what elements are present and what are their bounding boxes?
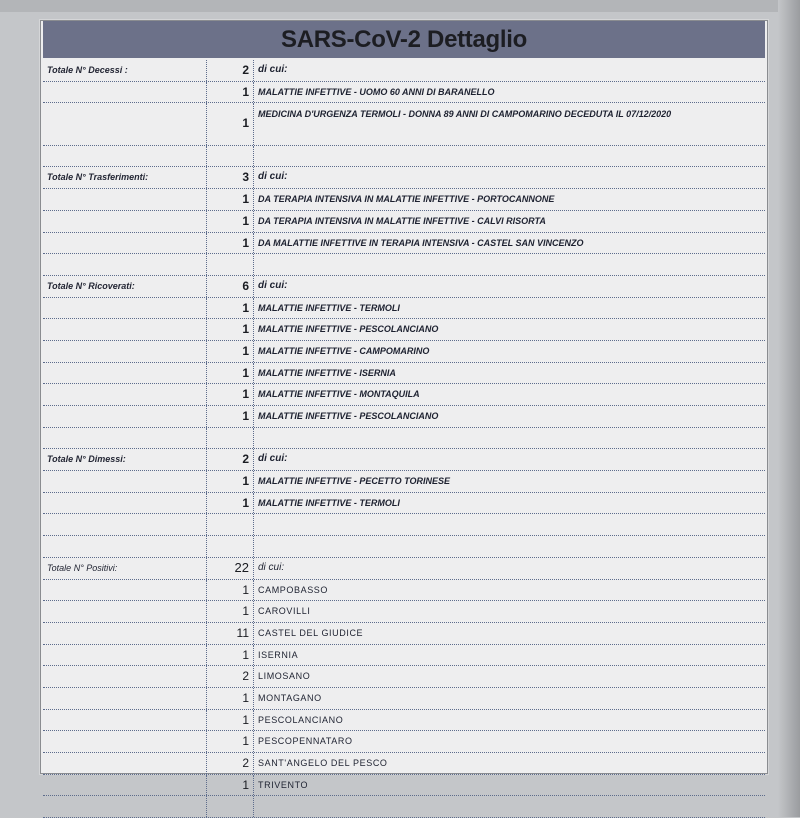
section-label: Totale N° Decessi : — [47, 65, 128, 75]
row-count: 1 — [242, 690, 249, 705]
window-right-edge — [778, 0, 800, 817]
table-row[interactable] — [43, 710, 765, 732]
row-description: ISERNIA — [258, 649, 299, 660]
row-count: 1 — [242, 322, 249, 337]
table-row[interactable] — [43, 298, 765, 320]
row-count: 1 — [242, 712, 249, 727]
table-row[interactable] — [43, 688, 765, 710]
section-header-trasferimenti[interactable] — [43, 167, 765, 189]
dicui-label: di cui: — [258, 171, 288, 183]
section-header-positivi[interactable] — [43, 558, 765, 580]
row-count: 11 — [236, 625, 249, 640]
row-count: 1 — [242, 604, 249, 619]
section-header-decessi[interactable] — [43, 60, 765, 82]
empty-row[interactable] — [43, 146, 765, 168]
table-row[interactable] — [43, 103, 765, 145]
row-description: PESCOPENNATARO — [258, 736, 353, 747]
table-row[interactable] — [43, 363, 765, 385]
row-count: 1 — [242, 409, 249, 424]
table-row[interactable] — [43, 341, 765, 363]
table-row[interactable] — [43, 471, 765, 493]
row-description: DA MALATTIE INFETTIVE IN TERAPIA INTENSIVA - CASTEL SAN VINCENZO — [258, 237, 584, 248]
table-row[interactable] — [43, 753, 765, 775]
table-row[interactable] — [43, 384, 765, 406]
table-row[interactable] — [43, 493, 765, 515]
table-row[interactable] — [43, 731, 765, 753]
table-row[interactable] — [43, 601, 765, 623]
section-header-dimessi[interactable] — [43, 449, 765, 471]
dicui-label: di cui: — [258, 279, 288, 291]
window-top-strip — [0, 0, 800, 12]
table-row[interactable] — [43, 580, 765, 602]
section-label: Totale N° Positivi: — [47, 562, 118, 573]
spreadsheet — [40, 20, 768, 792]
row-count: 2 — [242, 669, 249, 684]
row-count: 1 — [242, 365, 249, 380]
row-count: 1 — [242, 734, 249, 749]
sheet-title: SARS-CoV-2 Dettaglio — [43, 21, 765, 58]
row-count: 1 — [242, 235, 249, 250]
empty-row[interactable] — [43, 254, 765, 276]
section-label: Totale N° Dimessi: — [47, 454, 126, 465]
detail-grid — [43, 60, 765, 818]
dicui-label: di cui: — [258, 64, 288, 75]
table-row[interactable] — [43, 623, 765, 645]
row-description: MALATTIE INFETTIVE - ISERNIA — [258, 367, 396, 378]
table-row[interactable] — [43, 775, 765, 797]
section-label: Totale N° Trasferimenti: — [47, 172, 149, 183]
table-row[interactable] — [43, 211, 765, 233]
table-row[interactable] — [43, 82, 765, 104]
empty-row[interactable] — [43, 796, 765, 818]
table-row[interactable] — [43, 319, 765, 341]
row-description: CASTEL DEL GIUDICE — [258, 627, 364, 638]
row-count: 1 — [242, 192, 249, 207]
section-total: 2 — [242, 63, 249, 77]
row-description: MALATTIE INFETTIVE - PESCOLANCIANO — [258, 411, 439, 422]
row-description: MEDICINA D'URGENZA TERMOLI - DONNA 89 ANNI DI CAMPOMARINO DECEDUTA IL 07/12/2020 — [258, 109, 672, 120]
table-row[interactable] — [43, 406, 765, 428]
row-description: PESCOLANCIANO — [258, 714, 344, 725]
section-total: 2 — [242, 452, 249, 467]
row-description: MALATTIE INFETTIVE - CAMPOMARINO — [258, 345, 430, 356]
section-total: 22 — [234, 559, 249, 575]
section-label: Totale N° Ricoverati: — [47, 280, 135, 291]
row-description: MALATTIE INFETTIVE - UOMO 60 ANNI DI BARANELLO — [258, 86, 495, 97]
table-row[interactable] — [43, 666, 765, 688]
row-description: MALATTIE INFETTIVE - TERMOLI — [258, 497, 400, 508]
row-count: 1 — [242, 116, 249, 131]
row-description: MALATTIE INFETTIVE - TERMOLI — [258, 302, 400, 313]
section-total: 6 — [242, 278, 249, 293]
row-count: 1 — [242, 213, 249, 228]
row-count: 1 — [242, 777, 249, 792]
dicui-label: di cui: — [258, 561, 285, 573]
row-description: MALATTIE INFETTIVE - MONTAQUILA — [258, 389, 420, 400]
row-description: TRIVENTO — [258, 779, 309, 790]
row-description: CAMPOBASSO — [258, 584, 329, 595]
table-row[interactable] — [43, 645, 765, 667]
row-count: 2 — [242, 756, 249, 771]
section-header-ricoverati[interactable] — [43, 276, 765, 298]
row-description: DA TERAPIA INTENSIVA IN MALATTIE INFETTIVE - PORTOCANNONE — [258, 194, 555, 205]
row-count: 1 — [242, 582, 249, 597]
row-description: CAROVILLI — [258, 606, 311, 617]
row-count: 1 — [242, 343, 249, 358]
empty-row[interactable] — [43, 514, 765, 536]
section-total: 3 — [242, 170, 249, 185]
row-count: 1 — [242, 387, 249, 402]
row-count: 1 — [242, 474, 249, 489]
table-row[interactable] — [43, 233, 765, 255]
empty-row[interactable] — [43, 536, 765, 558]
row-description: MALATTIE INFETTIVE - PESCOLANCIANO — [258, 324, 439, 335]
row-description: SANT'ANGELO DEL PESCO — [258, 758, 388, 769]
row-description: DA TERAPIA INTENSIVA IN MALATTIE INFETTIVE - CALVI RISORTA — [258, 215, 546, 226]
row-count: 1 — [242, 495, 249, 510]
row-count: 1 — [242, 300, 249, 315]
row-count: 1 — [242, 84, 249, 99]
row-description: LIMOSANO — [258, 671, 311, 682]
row-count: 1 — [242, 647, 249, 662]
table-row[interactable] — [43, 189, 765, 211]
dicui-label: di cui: — [258, 453, 288, 465]
row-description: MALATTIE INFETTIVE - PECETTO TORINESE — [258, 476, 451, 487]
empty-row[interactable] — [43, 428, 765, 450]
row-description: MONTAGANO — [258, 692, 322, 703]
